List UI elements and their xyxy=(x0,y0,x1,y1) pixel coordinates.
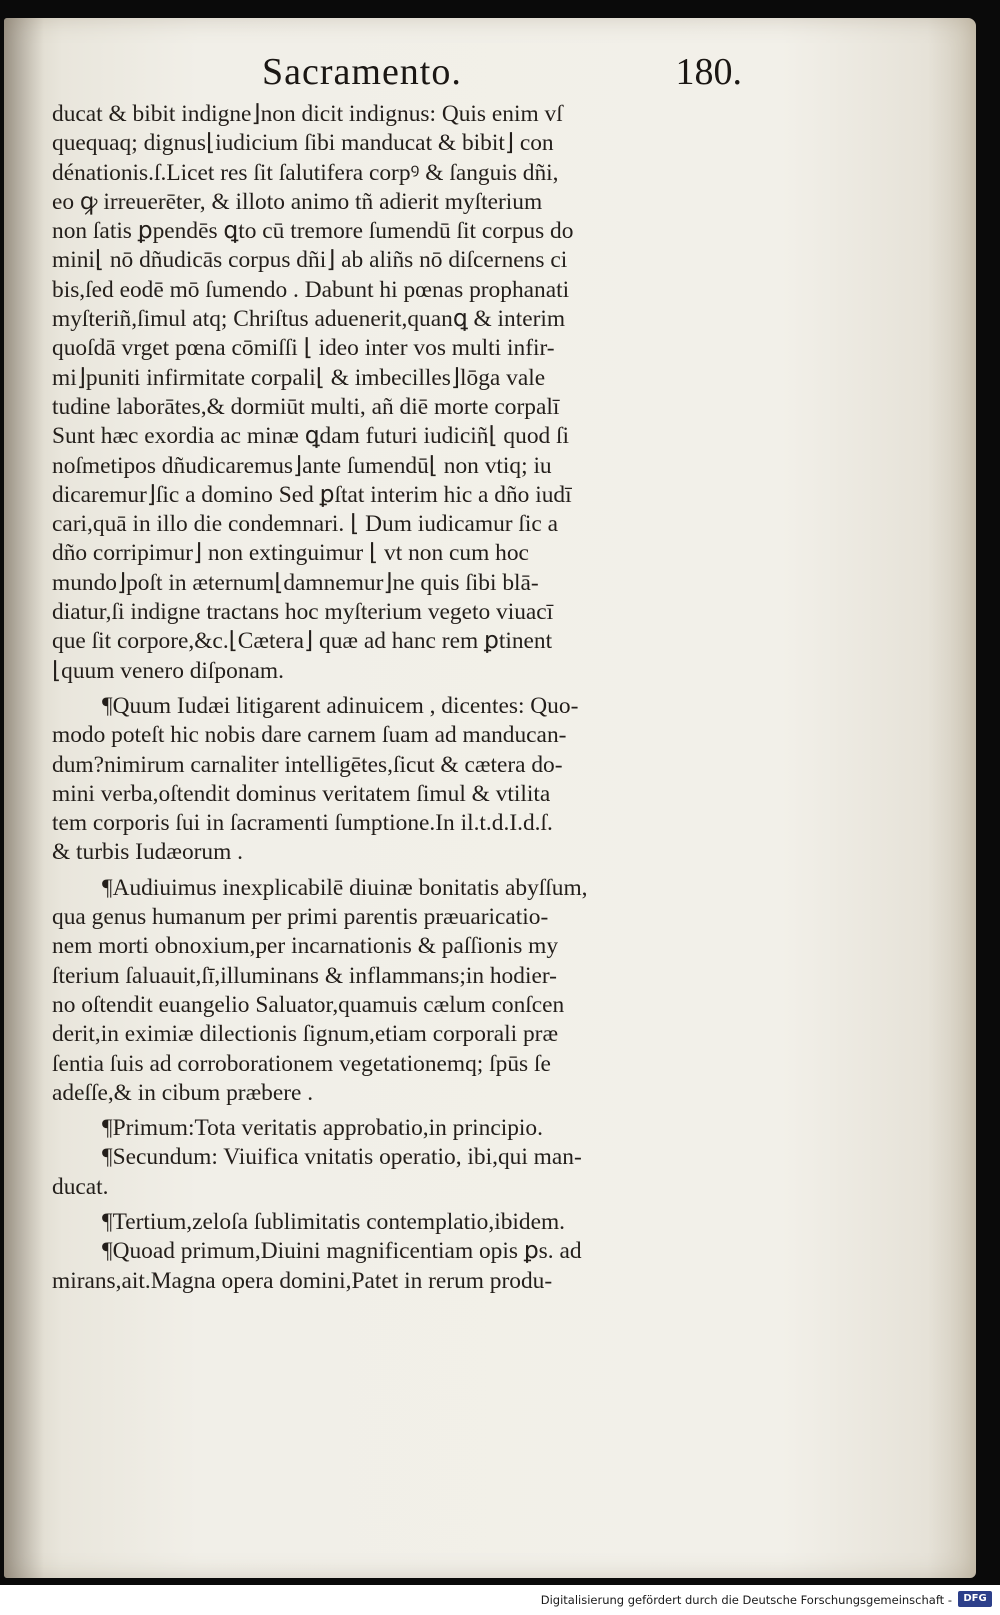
text-line: mini⌊ nō dñudicās corpus dñi⌋ ab aliñs nō diſcernens ci xyxy=(52,247,568,274)
text-line: dum?nimirum carnaliter intelligētes,ſicut & cætera do- xyxy=(52,751,563,778)
text-line: diatur,ſi indigne tractans hoc myſterium vegeto viuacī xyxy=(52,599,554,626)
text-line: mi⌋puniti infirmitate corpali⌊ & imbecilles⌋lōga vale xyxy=(52,364,546,391)
running-title: Sacramento. xyxy=(262,51,462,93)
paragraph-start: ¶Tertium,zeloſa ſublimitatis contemplatio,ibidem. xyxy=(102,1208,566,1235)
text-line: derit,in eximiæ dilectionis ſignum,etiam corporali præ xyxy=(52,1021,559,1048)
text-line: myſteriñ,ſimul atq; Chriſtus aduenerit,quanꝗ & interim xyxy=(52,306,566,333)
text-line: quoſdā vrget pœna cōmiſſi ⌊ ideo inter vos multi infir- xyxy=(52,335,555,362)
text-line: cari,quā in illo die condemnari. ⌊ Dum iudicamur ſic a xyxy=(52,511,559,538)
text-line: mini verba,oſtendit dominus veritatem ſimul & vtilita xyxy=(52,780,551,807)
paragraph-start: ¶Secundum: Viuifica vnitatis operatio, ibi,qui man- xyxy=(102,1144,582,1171)
text-line: ſterium ſaluauit,ſī,illuminans & inflammans;in hodier- xyxy=(52,962,557,989)
text-line: tudine laborātes,& dormiūt multi, añ diē morte corpalī xyxy=(52,393,560,420)
text-line: bis,ſed eodē mō ſumendo . Dabunt hi pœnas prophanati xyxy=(52,276,570,303)
body-text xyxy=(52,100,772,1296)
text-line: ducat & bibit indigne⌋non dicit indignus: Quis enim vſ xyxy=(52,101,563,127)
text-line: dénationis.ſ.Licet res ſit ſalutifera corpꝰ & ſanguis dñi, xyxy=(52,159,559,186)
text-line: mundo⌋poſt in æternum⌊damnemur⌋ne quis ſibi blā- xyxy=(52,569,539,596)
text-line: nem morti obnoxium,per incarnationis & paſſionis my xyxy=(52,933,559,960)
text-line: que ſit corpore,&c.⌊Cætera⌋ quæ ad hanc rem ꝑtinent xyxy=(52,628,553,655)
text-line: mirans,ait.Magna opera domini,Patet in rerum produ- xyxy=(52,1267,553,1294)
text-line: & turbis Iudæorum . xyxy=(52,839,244,866)
dfg-logo: DFG xyxy=(958,1591,992,1607)
paragraph-start: ¶Primum:Tota veritatis approbatio,in principio. xyxy=(102,1115,543,1142)
page-header xyxy=(262,50,742,94)
text-line: noſmetipos dñudicaremus⌋ante ſumendū⌊ non vtiq; iu xyxy=(52,452,552,479)
text-line: tem corporis ſui in ſacramenti ſumptione.In il.t.d.I.d.ſ. xyxy=(52,810,553,837)
text-line: quequaq; dignus⌊iudicium ſibi manducat & bibit⌋ con xyxy=(52,130,554,157)
paragraph-start: ¶Quoad primum,Diuini magnificentiam opis ꝑs. ad xyxy=(102,1238,582,1265)
text-line: dño corripimur⌋ non extinguimur ⌊ vt non cum hoc xyxy=(52,540,529,567)
text-line: dicaremur⌋ſic a domino Sed ꝑſtat interim hic a dño iudī xyxy=(52,481,572,508)
paragraph-start: ¶Quum Iudæi litigarent adinuicem , dicentes: Quo- xyxy=(102,692,579,719)
text-line: modo poteſt hic nobis dare carnem ſuam ad manducan- xyxy=(52,722,567,749)
gutter-shadow xyxy=(4,18,44,1578)
text-line: ſentia ſuis ad corroborationem vegetationemq; ſpūs ſe xyxy=(52,1050,551,1077)
text-line: ducat. xyxy=(52,1173,109,1200)
page-number: 180. xyxy=(675,51,742,93)
text-line: ⌊quum venero diſponam. xyxy=(52,657,284,684)
text-line: no oſtendit euangelio Saluator,quamuis cælum conſcen xyxy=(52,991,565,1018)
text-line: non ſatis ꝑpendēs ꝗto cū tremore ſumendū ſit corpus do xyxy=(52,218,574,245)
text-line: Sunt hæc exordia ac minæ ꝗdam futuri iudiciñ⌊ quod ſi xyxy=(52,423,570,450)
paragraph-start: ¶Audiuimus inexplicabilē diuinæ bonitatis abyſſum, xyxy=(102,874,588,901)
funding-credit: Digitalisierung gefördert durch die Deutsche Forschungsgemeinschaft - xyxy=(540,1593,952,1607)
text-line: qua genus humanum per primi parentis præuaricatio- xyxy=(52,904,549,931)
text-line: eo ꝙ irreuerēter, & illoto animo tñ adierit myſterium xyxy=(52,188,543,215)
text-line: adeſſe,& in cibum præbere . xyxy=(52,1079,314,1106)
